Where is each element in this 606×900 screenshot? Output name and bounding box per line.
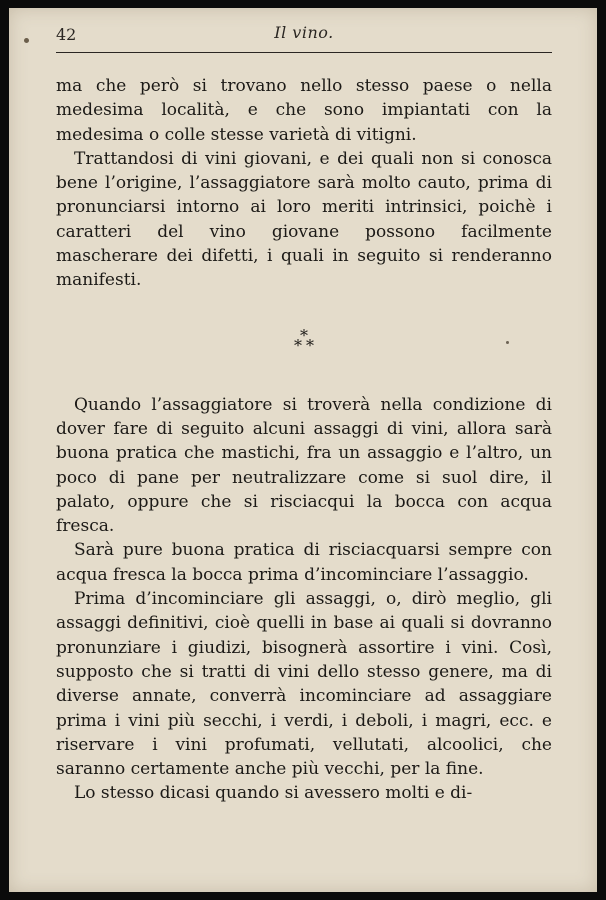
asterism-top-star: * xyxy=(300,325,308,345)
page-header xyxy=(56,23,552,51)
body-text xyxy=(56,74,552,806)
paragraph-4: Sarà pure buona pratica di risciacquarsi sempre con acqua fresca la bocca prima d’incominciare l’assaggio. xyxy=(56,540,552,585)
header-rule xyxy=(56,52,552,53)
asterism xyxy=(56,325,552,355)
running-title: Il vino. xyxy=(274,23,334,42)
paragraph-3: Quando l’assaggiatore si troverà nella condizione di dover fare di seguito alcuni assaggi di vini, allora sarà buona pratica che mastichi, fra un assaggio e l’altro, un poco di pane per neutralizzare come si suol dire, il palato, oppure che si risciacqui la bocca con acqua fresca. xyxy=(56,394,552,537)
paragraph-5: Prima d’incominciare gli assaggi, o, dirò meglio, gli assaggi definitivi, cioè quelli in base ai quali si dovranno pronunziare i giudizi, bisognerà assortire i vini. Così, supposto che si tratti di vini dello stesso genere, ma di diverse annate, converrà incominciare ad assaggiare prima i vini più secchi, i verdi, i deboli, i magri, ecc. e riservare i vini profumati, vellutati, alcoolici, che saranno certamente anche più vecchi, per la fine. xyxy=(56,589,552,780)
asterism-left-star: * xyxy=(294,335,302,355)
page-number: 42 xyxy=(56,25,77,44)
paragraph-6: Lo stesso dicasi quando si avessero molti e di- xyxy=(74,783,473,804)
book-page xyxy=(9,8,597,892)
asterism-right-star: * xyxy=(306,335,314,355)
paragraph-1: ma che però si trovano nello stesso paese o nella medesima località, e che sono impiantati con la medesima o colle stesse varietà di vitigni. xyxy=(56,76,552,145)
margin-ink-mark xyxy=(24,38,29,43)
paragraph-2: Trattandosi di vini giovani, e dei quali non si conosca bene l’origine, l’assaggiatore sarà molto cauto, prima di pronunciarsi intorno ai loro meriti intrinsici, poichè i caratteri del vino giovane possono facilmente mascherare dei difetti, i quali in seguito si renderanno manifesti. xyxy=(56,148,552,291)
section-separator xyxy=(56,293,552,393)
